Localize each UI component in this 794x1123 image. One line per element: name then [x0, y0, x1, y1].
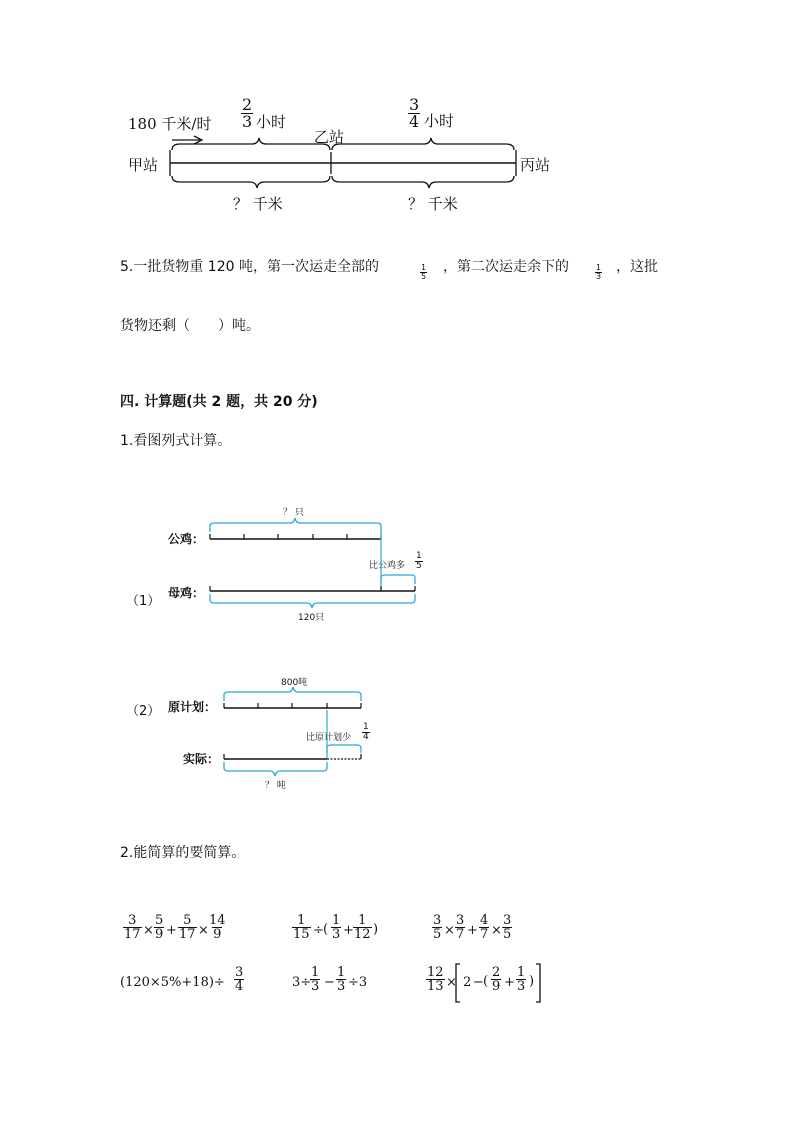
fig1-row2-label: 母鸡：: [168, 586, 205, 600]
fig1-top-brace-label: ？ 只: [283, 508, 304, 518]
e6-left-bracket: [456, 964, 460, 1002]
station-a-label: 甲站: [128, 156, 159, 174]
fig2-label: （2）: [126, 704, 161, 719]
e6-frac-c: $\frac{1}{3}$: [517, 965, 526, 994]
speed-label: 180 千米/时: [128, 115, 212, 133]
q5-fraction-1: $\frac{1}{5}$: [421, 263, 427, 281]
e2-frac-a: $\frac{1}{15}$: [293, 913, 310, 942]
fig2-top-brace: [224, 687, 361, 701]
e6-frac-a: $\frac{12}{13}$: [427, 965, 444, 994]
fig1-bottom-brace-label: 120只: [298, 613, 325, 623]
time-fraction-1: $\frac{2}{3}$: [242, 95, 253, 131]
e2-op2: +: [343, 923, 354, 938]
e5-op: −: [324, 975, 335, 990]
e6-rparen: ): [529, 974, 535, 989]
question-2-title: 2.能简算的要简算。: [120, 845, 246, 861]
e3-op1: ×: [444, 923, 455, 938]
fig2-row1-label: 原计划：: [168, 700, 217, 714]
station-b-label: 乙站: [314, 128, 345, 146]
e3-op2: +: [467, 923, 478, 938]
e6-op3: +: [504, 975, 515, 990]
e5-frac-a: $\frac{1}{3}$: [311, 965, 320, 994]
section-title: 四. 计算题(共 2 题，共 20 分): [120, 394, 318, 410]
time-unit-2: 小时: [424, 112, 455, 130]
fig2-bottom-brace: [224, 762, 327, 776]
fig2-compare-label: 比原计划少: [306, 733, 352, 743]
e3-frac-b: $\frac{3}{7}$: [456, 913, 465, 942]
fig1-compare-label: 比公鸡多: [369, 561, 406, 571]
e4-prefix: (120×5%+18)÷: [120, 975, 225, 990]
e5-frac-b: $\frac{1}{3}$: [337, 965, 346, 994]
e2-frac-b: $\frac{1}{3}$: [332, 913, 341, 942]
e2-lparen: (: [323, 922, 329, 937]
e3-op3: ×: [491, 923, 502, 938]
time-fraction-2: $\frac{3}{4}$: [409, 95, 420, 131]
e5-suffix: ÷3: [348, 975, 368, 990]
e3-frac-d: $\frac{3}{5}$: [503, 913, 512, 942]
fig2-compare-fraction: $\frac{1}{4}$: [363, 722, 369, 742]
fig1-row1-label: 公鸡：: [168, 532, 205, 546]
e3-frac-a: $\frac{3}{5}$: [433, 913, 442, 942]
e2-op1: ÷: [313, 923, 324, 938]
e6-right-bracket: [536, 964, 540, 1002]
fig2-compare-brace: [327, 745, 361, 753]
q5-fraction-2: $\frac{1}{3}$: [596, 263, 602, 281]
e6-two: 2: [463, 975, 472, 990]
e5-prefix: 3÷: [292, 975, 312, 990]
e1-frac-c: $\frac{5}{17}$: [179, 913, 196, 942]
e6-op1: ×: [446, 975, 457, 990]
e6-op2: −: [473, 975, 484, 990]
fig1-label: （1）: [126, 594, 161, 609]
e6-frac-b: $\frac{2}{9}$: [492, 965, 501, 994]
e2-rparen: ): [373, 922, 379, 937]
fig2-bottom-brace-label: ？ 吨: [265, 781, 286, 791]
station-c-label: 丙站: [520, 156, 551, 174]
e1-op2: +: [166, 923, 177, 938]
e1-frac-a: $\frac{3}{17}$: [124, 913, 141, 942]
unknown-distance-1: ？ 千米: [233, 195, 283, 213]
unknown-distance-2: ？ 千米: [408, 195, 458, 213]
e1-frac-b: $\frac{5}{9}$: [155, 913, 164, 942]
fig1-compare-fraction: $\frac{1}{5}$: [416, 551, 422, 571]
question-1-title: 1.看图列式计算。: [120, 433, 232, 449]
e1-frac-d: $\frac{14}{9}$: [209, 913, 226, 942]
fig2-top-brace-label: 800吨: [281, 678, 308, 688]
fig2-row2-label: 实际：: [183, 752, 220, 766]
q5-line2: 货物还剩（ ）吨。: [120, 318, 260, 334]
e6-lparen: (: [483, 974, 489, 989]
q5-text-b: ，第二次运走余下的: [443, 259, 569, 275]
q5-text-a: 5.一批货物重 120 吨，第一次运走全部的: [120, 259, 379, 275]
time-unit-1: 小时: [256, 113, 287, 131]
q5-text-c: ，这批: [616, 259, 658, 275]
e4-frac: $\frac{3}{4}$: [235, 965, 244, 994]
e1-op1: ×: [143, 923, 154, 938]
e1-op3: ×: [198, 923, 209, 938]
e3-frac-c: $\frac{4}{7}$: [480, 913, 489, 942]
e2-frac-c: $\frac{1}{12}$: [354, 913, 371, 942]
